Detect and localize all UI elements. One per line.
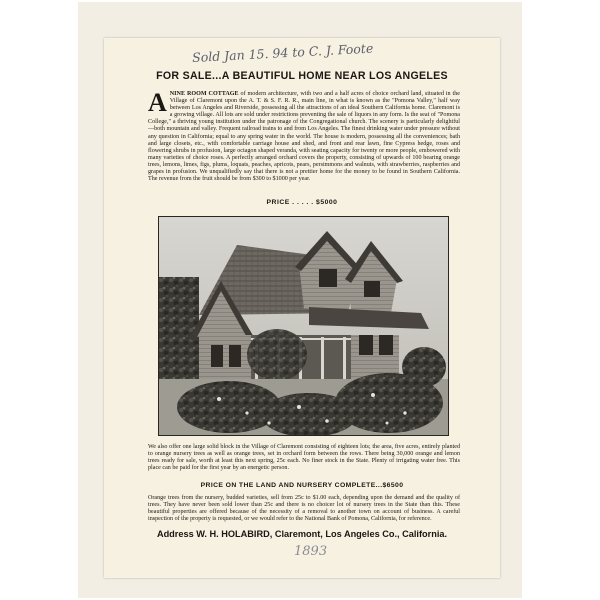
headline: FOR SALE...A BEAUTIFUL HOME NEAR LOS ANGELES xyxy=(156,70,448,82)
house-photo xyxy=(158,216,449,436)
intro-text: of modern architecture, with two and a half acres of choice orchard land, situated in the Village of Claremont upon the A. T. & S. F. R. R., main line, in what is known as the "Pomona Valley," half way between Los Angeles and Riverside, possessing all the attractions of an ideal Southern California home. Claremont is a growing village. All lots are sold under restrictions preventing the sale of liquors in any form. Is the seat of "Pomona College," a thriving young institution under the patronage of the Congregational church. The scenery is particularly delightful—both mountain and valley. Frequent railroad trains to and from Los Angeles. The finest drinking water under pressure without any question in California; equal to any spring water in the world. The house is modern, possessing all the conveniences; bath and large closets, etc., with comfortable carriage house and shed, and front and rear lawn, fine Cypress hedge, roses and flowering shrubs in profusion, large octagon shaped veranda, with seating capacity for twenty or more people, embowered with many varieties of choice roses. A perfectly arranged orchard covers the property, consisting of upwards of 100 bearing orange trees, lemons, limes, figs, plums, loquats, peaches, apricots, pears, persimmons and walnuts, with strawberries, raspberries and grapes in profusion. We unqualifiedly say that there is not a prettier home for the money to be found in Southern California. The revenue from the fruit should be from $300 to $1000 per year. xyxy=(148,91,460,183)
advertisement-sheet xyxy=(104,38,500,578)
address-line: Address W. H. HOLABIRD, Claremont, Los Angeles Co., California. xyxy=(156,529,448,539)
nursery-paragraph: Orange trees from the nursery, budded varieties, sell from 25c to $1.00 each, depending upon the demand and the quality of trees. They have never been sold lower than 25c and there is no choicer lot of nursery trees in the State than this. These beautiful properties are offered because of the necessity of a removal to another town on account of business. A careful inspection of the property is requested, or we would refer to the National Bank of Pomona, California, for reference. xyxy=(148,495,460,523)
intro-lead: NINE ROOM COTTAGE xyxy=(169,91,239,97)
intro-paragraph xyxy=(148,88,460,183)
block-paragraph: We also offer one large solid block in the Village of Claremont consisting of eighteen lots; the area, five acres, entirely planted to orange nursery trees as well as orange trees, set in orchard form between the rows. There being 30,000 orange and lemon trees ready for sale, worth at least this next spring, 25c each. No finer stock in the State. Plenty of irrigating water free. This place can be paid for the first year by an energetic person. xyxy=(148,444,460,472)
handwritten-note: Sold Jan 15. 94 to C. J. Foote xyxy=(191,40,374,66)
price-line: PRICE . . . . . $5000 xyxy=(266,199,338,206)
price-line-nursery: PRICE ON THE LAND AND NURSERY COMPLETE...$6500 xyxy=(200,482,404,489)
drop-cap: A xyxy=(148,88,167,117)
handwritten-year: 1893 xyxy=(294,544,328,559)
